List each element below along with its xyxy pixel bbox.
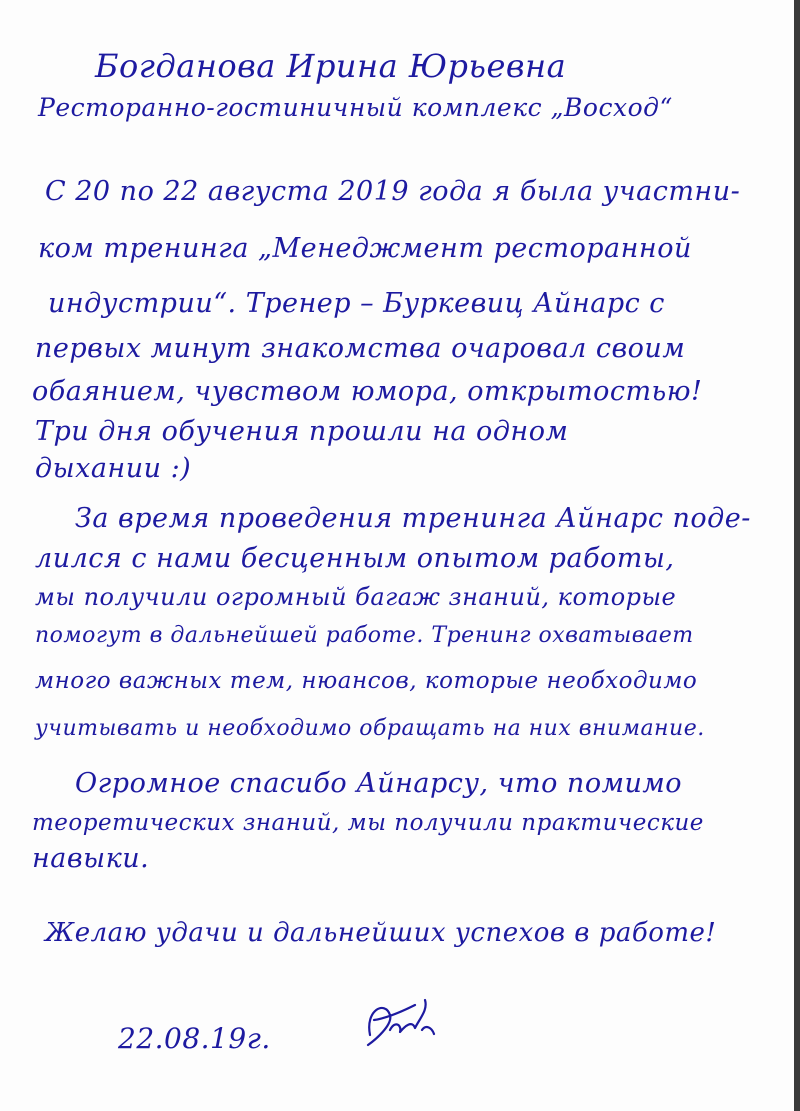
- letter-line: помогут в дальнейшей работе. Тренинг охватывает: [35, 623, 694, 648]
- letter-line: С 20 по 22 августа 2019 года я была участни-: [45, 176, 741, 207]
- organization-name: Ресторанно-гостиничный комплекс „Восход“: [38, 93, 673, 122]
- letter-line: мы получили огромный багаж знаний, которые: [35, 583, 677, 611]
- letter-line: первых минут знакомства очаровал своим: [35, 333, 686, 364]
- letter-date: 22.08.19г.: [118, 1022, 271, 1055]
- letter-line: За время проведения тренинга Айнарс поде-: [75, 503, 751, 534]
- letter-line: много важных тем, нюансов, которые необходимо: [35, 668, 698, 694]
- signature: [360, 990, 440, 1060]
- letter-line: учитывать и необходимо обращать на них внимание.: [35, 716, 705, 741]
- letter-line: Три дня обучения прошли на одном: [35, 416, 569, 447]
- letter-line: дыхании :): [35, 453, 192, 484]
- letter-line: Огромное спасибо Айнарсу, что помимо: [75, 768, 682, 799]
- letter-line: ком тренинга „Менеджмент ресторанной: [38, 233, 692, 264]
- letter-line: обаянием, чувством юмора, открытостью!: [32, 376, 703, 407]
- letter-line: навыки.: [32, 843, 150, 874]
- letter-line: теоретических знаний, мы получили практические: [32, 810, 704, 836]
- letter-line: лился с нами бесценным опытом работы,: [35, 543, 675, 574]
- author-name: Богданова Ирина Юрьевна: [95, 47, 567, 85]
- letter-line: индустрии“. Тренер – Буркевиц Айнарс с: [48, 288, 665, 319]
- letter-line: Желаю удачи и дальнейших успехов в работе!: [45, 918, 717, 948]
